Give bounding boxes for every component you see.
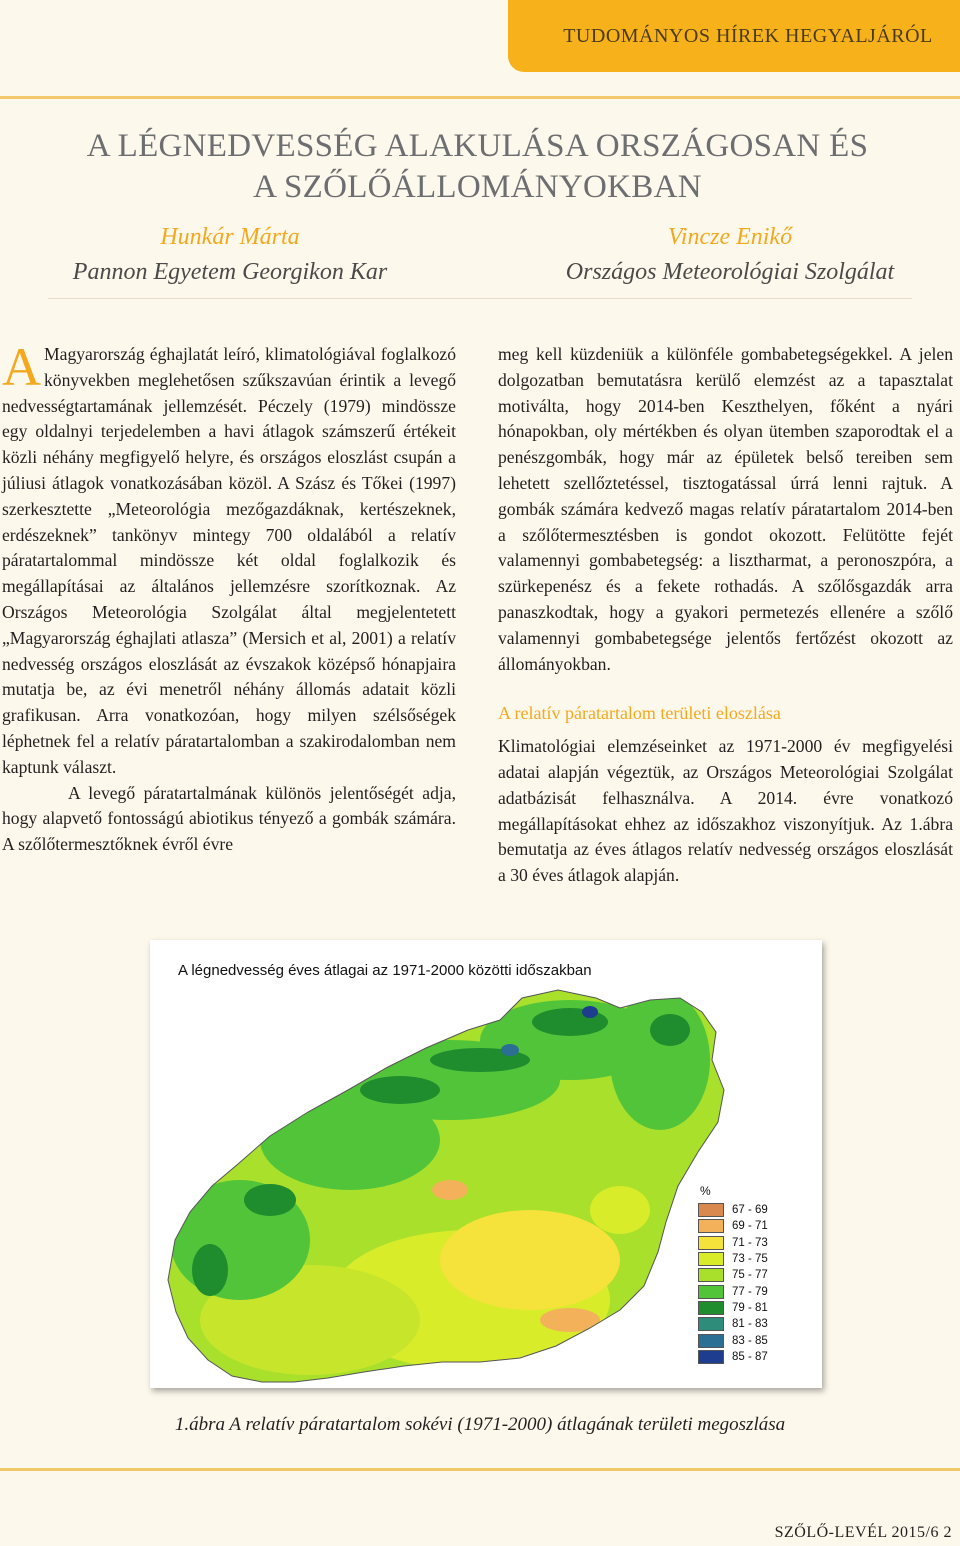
footer-divider xyxy=(0,1468,960,1471)
legend-label: 75 - 77 xyxy=(732,1269,768,1282)
author-block-2 xyxy=(530,220,930,290)
legend-swatch xyxy=(698,1203,724,1217)
author-divider xyxy=(48,298,912,299)
author-name: Vincze Enikő xyxy=(667,224,793,250)
journal-section-tab xyxy=(508,0,960,72)
legend-entry xyxy=(698,1283,768,1299)
legend-swatch xyxy=(698,1285,724,1299)
humidity-map-figure xyxy=(150,940,822,1388)
legend-label: 67 - 69 xyxy=(732,1204,768,1217)
article-title xyxy=(0,126,955,208)
legend-entry xyxy=(698,1300,768,1316)
legend-entry xyxy=(698,1332,768,1348)
body-paragraph-2: A levegő páratartalmának különös jelentőségét adja, hogy alapvető fontosságú abiotikus tényező a gombák számára. A szőlőtermesztőknek évről évre xyxy=(2,782,456,855)
legend-label: 83 - 85 xyxy=(732,1334,768,1347)
legend-unit: % xyxy=(700,1184,711,1198)
map-title: A légnedvesség éves átlagai az 1971-2000 közötti időszakban xyxy=(178,962,592,979)
legend-entry xyxy=(698,1349,768,1365)
legend-swatch xyxy=(698,1334,724,1348)
author-name: Hunkár Márta xyxy=(160,224,300,250)
legend-entry xyxy=(698,1202,768,1218)
legend-entry xyxy=(698,1316,768,1332)
legend-entry xyxy=(698,1267,768,1283)
header-divider xyxy=(0,96,960,99)
legend-swatch xyxy=(698,1317,724,1331)
intro-paragraph xyxy=(2,337,456,781)
intro-text: Magyarország éghajlatát leíró, klimatológiával foglalkozó könyvekben meglehetősen szűkszavúan érintik a levegő nedvességtartamának jellemzését. Péczely (1979) mindössze egy oldalnyi terjedelemben a havi átlagok számszerű értékeit közli néhány megfigyelő helyre, és országos eloszlást csupán a júliusi átlagok vonatkozásában közöl. A Szász és Tőkei (1997) szerkesztette „Meteorológia mezőgazdáknak, kertészeknek, erdészeknek” tankönyv mintegy 700 oldalából a relatív páratartalommal mindössze két oldal foglalkozik és megállapításai az általános jellemzésre szorítkoznak. Az Országos Meteorológia Szolgálat által megjelentetett „Magyarország éghajlati atlasza” (Mersich et al, 2001) a relatív nedvesség országos eloszlását az évszakok középső hónapjaira mutatja be, az évi menetről néhány állomás adatait közli grafikusan. Arra vonatkozóan, hogy milyen szélsőségek léphetnek fel a relatív páratartalomban a szakirodalomban nem kaptunk választ. xyxy=(2,344,456,777)
page-number: 2 xyxy=(943,1524,952,1541)
body-paragraph-2-continued: meg kell küzdeniük a különféle gombabetegségekkel. A jelen dolgozatban bemutatásra kerülő elemzést az a tapasztalat motiválta, hogy 2014-ben Keszthelyen, főként a nyári hónapokban, oly mértékben és olyan ütemben szaporodtak el a penészgombák, hogy már az épületek belső tereiben sem lehetett szellőztetéssel, tisztogatással úrrá lenni rajtuk. A gombák számára kedvező magas relatív páratartalom 2014-ben a szőlőtermesztésben is gondot okozott. Felütötte fejét valamennyi gombabetegség: a lisztharmat, a peronoszpóra, a szürkepenész és a fekete rothadás. A szőlősgazdák arra panaszkodtak, hogy a gyakori permetezés ellenére a szőlő valamennyi gombabetegsége jelentős fertőzést okozott az állományokban. xyxy=(498,344,953,674)
map-legend xyxy=(698,1184,768,1365)
legend-label: 81 - 83 xyxy=(732,1318,768,1331)
legend-swatch xyxy=(698,1236,724,1250)
journal-section-label: TUDOMÁNYOS HÍREK HEGYALJÁRÓL xyxy=(563,24,933,47)
title-line-1: A LÉGNEDVESSÉG ALAKULÁSA ORSZÁGOSAN ÉS xyxy=(86,128,869,164)
author-block-1 xyxy=(40,220,420,290)
legend-label: 71 - 73 xyxy=(732,1236,768,1249)
author-affiliation: Országos Meteorológiai Szolgálat xyxy=(565,259,895,285)
left-column xyxy=(2,337,456,858)
legend-swatch xyxy=(698,1252,724,1266)
title-line-2: A SZŐLŐÁLLOMÁNYOKBAN xyxy=(253,169,702,205)
legend-label: 77 - 79 xyxy=(732,1285,768,1298)
drop-cap: A xyxy=(2,337,41,397)
legend-swatch xyxy=(698,1350,724,1364)
body-paragraph-3: Klimatológiai elemzéseinket az 1971-2000 év megfigyelési adatai alapján végeztük, az Országos Meteorológiai Szolgálat adatbázisát felhasználva. A 2014. évre vonatkozó megállapításokat ehhez az időszakhoz viszonyítjuk. Az 1.ábra bemutatja az éves átlagos relatív nedvesség országos eloszlását a 30 éves átlagok alapján. xyxy=(498,736,953,886)
legend-swatch xyxy=(698,1268,724,1282)
legend-entry xyxy=(698,1235,768,1251)
legend-swatch xyxy=(698,1301,724,1315)
section-heading: A relatív páratartalom területi eloszlása xyxy=(498,703,781,724)
issue-label: SZŐLŐ-LEVÉL 2015/6 xyxy=(774,1524,939,1541)
legend-entry xyxy=(698,1251,768,1267)
author-affiliation: Pannon Egyetem Georgikon Kar xyxy=(72,259,388,285)
legend-label: 79 - 81 xyxy=(732,1301,768,1314)
legend-entry xyxy=(698,1218,768,1234)
figure-caption: 1.ábra A relatív páratartalom sokévi (1971-2000) átlagának területi megoszlása xyxy=(174,1414,786,1435)
legend-label: 85 - 87 xyxy=(732,1350,768,1363)
legend-label: 69 - 71 xyxy=(732,1220,768,1233)
page-footer xyxy=(775,1524,952,1542)
right-column xyxy=(498,342,953,889)
legend-swatch xyxy=(698,1219,724,1233)
legend-label: 73 - 75 xyxy=(732,1253,768,1266)
